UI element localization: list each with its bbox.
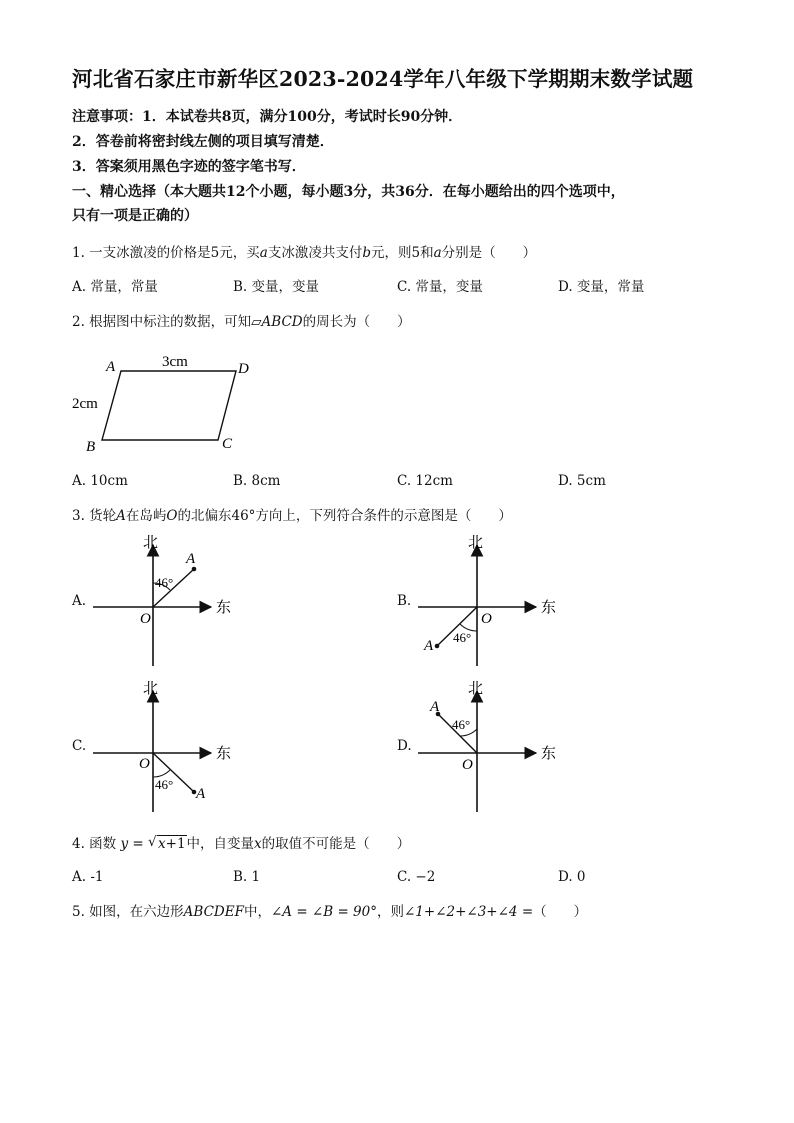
north-label: 北: [143, 681, 159, 697]
vertex-label-a: A: [106, 359, 116, 375]
q2-option-a: A. 10cm: [72, 473, 128, 489]
sqrt-formula: √ x+1: [148, 834, 186, 852]
vertex-label-d: D: [238, 361, 249, 377]
compass-diagram-b: [418, 534, 556, 666]
variable-a: a: [433, 245, 442, 261]
page-title: 河北省石家庄市新华区2023-2024学年八年级下学期期末数学试题: [72, 67, 694, 91]
point-label: A: [186, 551, 196, 567]
section-heading-line-1: 一、精心选择（本大题共12个小题，每小题3分，共36分．在每小题给出的四个选项中，: [72, 184, 625, 200]
q3-option-d: D.: [397, 738, 412, 754]
point-label: A: [424, 638, 434, 654]
angle-label: 46°: [155, 777, 174, 792]
compass-diagram-c: [93, 680, 231, 812]
vertex-label-c: C: [222, 436, 233, 452]
side-label-top: 3cm: [162, 354, 188, 370]
point-label: A: [430, 699, 440, 715]
q1-option-a: A. 常量，常量: [72, 279, 158, 295]
origin-label: O: [139, 756, 150, 772]
origin-label: O: [481, 611, 492, 627]
question-4: 4. 函数 y = √ x+1中，自变量x的取值不可能是（ ）: [72, 834, 411, 852]
note-line-2: 2．答卷前将密封线左侧的项目填写清楚．: [72, 134, 334, 150]
north-label: 北: [468, 681, 484, 697]
east-label: 东: [216, 746, 232, 762]
compass-diagram-a: [93, 534, 231, 666]
question-1: 1. 一支冰激凌的价格是5元，买a支冰激凌共支付b元，则5和a分别是（ ）: [72, 245, 537, 261]
variable-b: b: [362, 245, 371, 261]
question-5: 5. 如图，在六边形ABCDEF中，∠A = ∠B = 90°，则∠1+∠2+∠3+∠4 =（ ）: [72, 904, 588, 920]
note-line-3: 3．答案须用黑色字迹的签字笔书写．: [72, 159, 306, 175]
angle-label: 46°: [155, 575, 174, 590]
q1-option-d: D. 变量，常量: [558, 279, 645, 295]
origin-label: O: [462, 757, 473, 773]
q3-option-a: A.: [72, 593, 87, 609]
side-label-left: 2cm: [72, 396, 98, 412]
east-label: 东: [541, 746, 557, 762]
question-3: 3. 货轮A在岛屿O的北偏东46°方向上，下列符合条件的示意图是（ ）: [72, 508, 512, 524]
angle-label: 46°: [453, 630, 472, 645]
variable-A: A: [116, 508, 126, 524]
east-label: 东: [541, 600, 557, 616]
variable-x: x: [254, 836, 262, 852]
q4-option-d: D. 0: [558, 869, 586, 885]
note-line-1: 注意事项：1．本试卷共8页，满分100分，考试时长90分钟．: [72, 109, 463, 125]
point-label: A: [196, 786, 206, 802]
formula-y: y: [120, 836, 129, 852]
q4-option-b: B. 1: [233, 869, 261, 885]
q4-option-c: C. −2: [397, 869, 436, 885]
q2-option-b: B. 8cm: [233, 473, 281, 489]
vertex-label-b: B: [86, 439, 96, 455]
q3-option-c: C.: [72, 738, 87, 754]
angle-label: 46°: [452, 717, 471, 732]
east-label: 东: [216, 600, 232, 616]
question-2: 2. 根据图中标注的数据，可知▱ABCD的周长为（ ）: [72, 314, 411, 330]
section-heading-line-2: 只有一项是正确的）: [72, 208, 198, 224]
variable-a: a: [259, 245, 268, 261]
hexagon-name: ABCDEF: [183, 904, 244, 920]
compass-diagram-d: [418, 680, 556, 812]
variable-O: O: [166, 508, 178, 524]
sqrt-symbol: √: [148, 834, 157, 850]
north-label: 北: [143, 535, 159, 551]
north-label: 北: [468, 535, 484, 551]
q1-option-c: C. 常量，变量: [397, 279, 483, 295]
origin-label: O: [140, 611, 151, 627]
q4-option-a: A. -1: [72, 869, 104, 885]
q1-option-b: B. 变量，变量: [233, 279, 320, 295]
q3-option-b: B.: [397, 593, 412, 609]
q2-option-c: C. 12cm: [397, 473, 453, 489]
angle-condition: ∠A = ∠B = 90°: [270, 904, 377, 920]
angle-expression: ∠1+∠2+∠3+∠4 =: [403, 904, 534, 920]
q2-option-d: D. 5cm: [558, 473, 606, 489]
parallelogram-name: ▱ABCD: [251, 314, 303, 330]
